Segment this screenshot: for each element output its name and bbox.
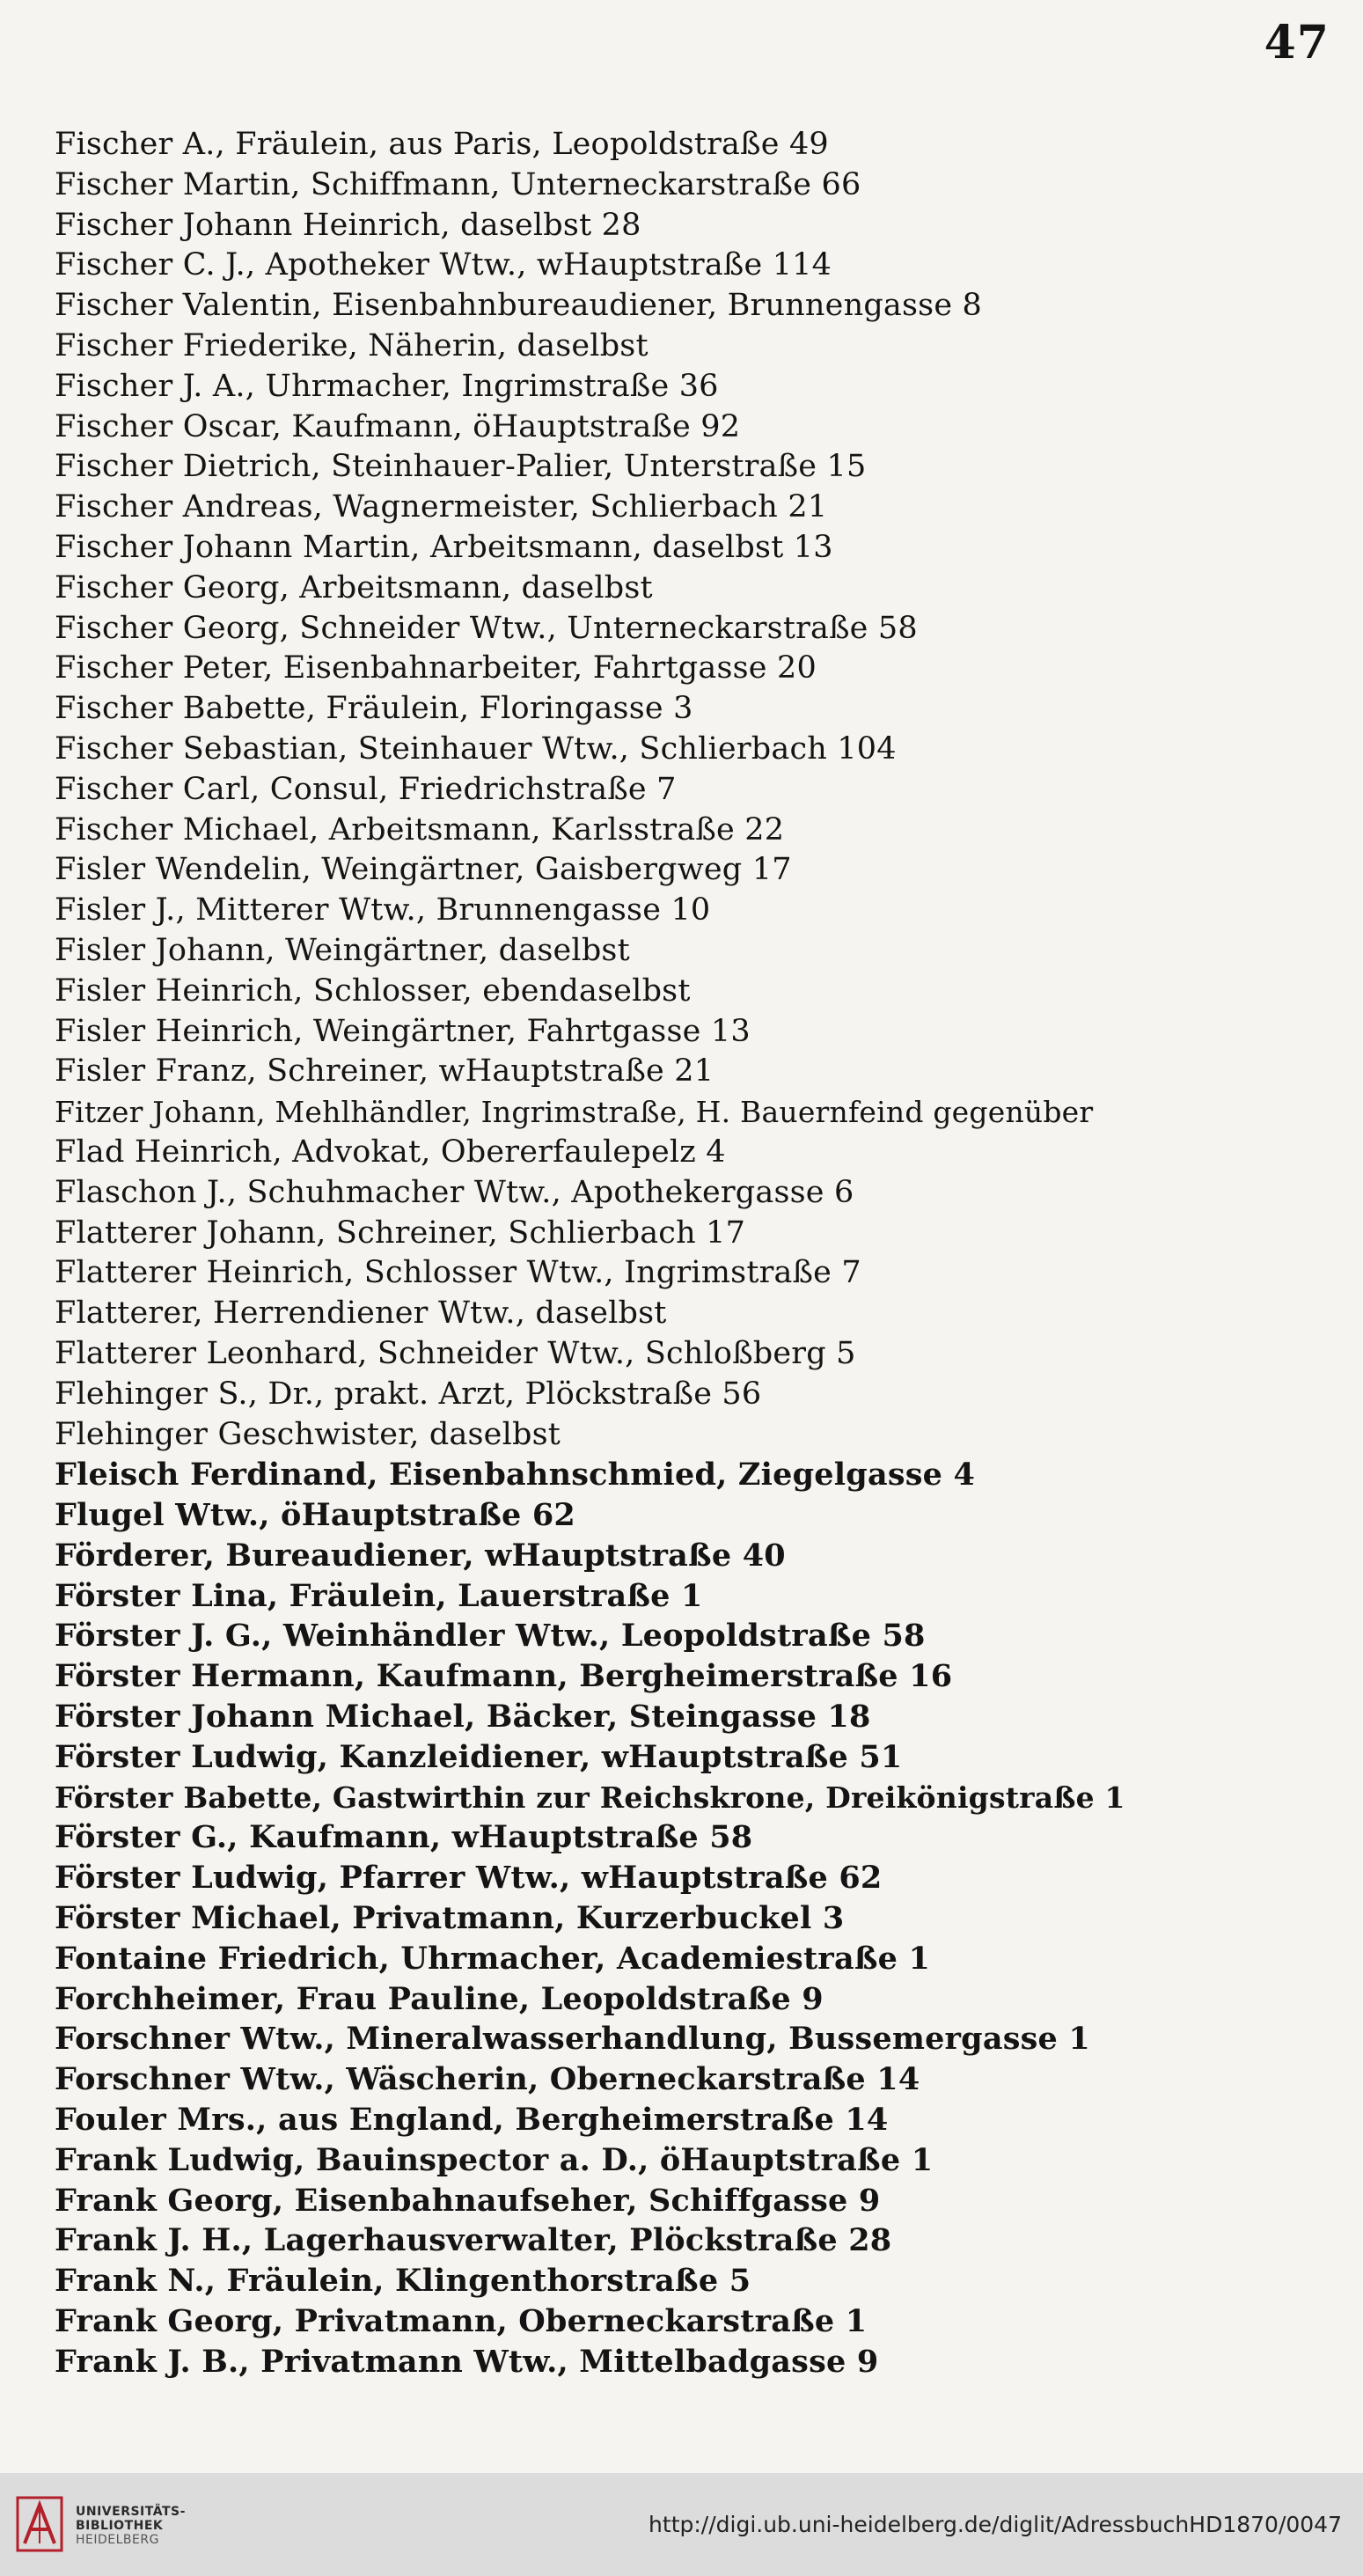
address-entry: Frank J. B., Privatmann Wtw., Mittelbadgasse 9 (55, 2343, 879, 2380)
address-entry: Frank J. H., Lagerhausverwalter, Plöckstraße 28 (55, 2222, 892, 2259)
address-entry: Fontaine Friedrich, Uhrmacher, Academiestraße 1 (55, 1940, 931, 1977)
address-entry: Fouler Mrs., aus England, Bergheimerstraße 14 (55, 2102, 889, 2139)
address-entry: Förster J. G., Weinhändler Wtw., Leopoldstraße 58 (55, 1618, 926, 1655)
address-entry: Flatterer Johann, Schreiner, Schlierbach 17 (55, 1215, 746, 1251)
address-entry: Förster Ludwig, Pfarrer Wtw., wHauptstraße 62 (55, 1860, 883, 1897)
address-entry: Fischer C. J., Apotheker Wtw., wHauptstraße 114 (55, 247, 832, 283)
address-entry: Flatterer Heinrich, Schlosser Wtw., Ingrimstraße 7 (55, 1255, 861, 1291)
address-entry: Fischer Georg, Schneider Wtw., Unterneckarstraße 58 (55, 610, 918, 646)
address-entry: Fischer Dietrich, Steinhauer-Palier, Unterstraße 15 (55, 449, 867, 485)
address-entry: Fischer J. A., Uhrmacher, Ingrimstraße 36 (55, 368, 719, 404)
address-entry: Flaschon J., Schuhmacher Wtw., Apothekergasse 6 (55, 1174, 854, 1210)
viewer-footer (0, 2473, 1363, 2576)
address-entry: Frank Georg, Eisenbahnaufseher, Schiffgasse 9 (55, 2182, 881, 2219)
address-entry: Flad Heinrich, Advokat, Obererfaulepelz 4 (55, 1134, 726, 1170)
address-entry: Fisler J., Mitterer Wtw., Brunnengasse 10 (55, 892, 711, 928)
address-entry: Förster G., Kaufmann, wHauptstraße 58 (55, 1819, 753, 1856)
address-entry: Fischer Georg, Arbeitsmann, daselbst (55, 569, 653, 605)
page-number: 47 (1264, 16, 1330, 70)
address-entry: Förster Lina, Fräulein, Lauerstraße 1 (55, 1577, 703, 1614)
address-entry: Flatterer, Herrendiener Wtw., daselbst (55, 1295, 667, 1332)
address-entry: Flehinger S., Dr., prakt. Arzt, Plöckstraße 56 (55, 1376, 762, 1412)
address-entry-list (55, 125, 1330, 2382)
address-entry: Fisler Wendelin, Weingärtner, Gaisbergweg 17 (55, 852, 792, 888)
address-entry: Förster Babette, Gastwirthin zur Reichskrone, Dreikönigstraße 1 (55, 1780, 1125, 1815)
address-entry: Fischer Oscar, Kaufmann, öHauptstraße 92 (55, 408, 741, 444)
address-entry: Förster Michael, Privatmann, Kurzerbuckel 3 (55, 1900, 845, 1937)
address-entry: Forchheimer, Frau Pauline, Leopoldstraße 9 (55, 1980, 824, 2017)
address-entry: Frank N., Fräulein, Klingenthorstraße 5 (55, 2263, 751, 2300)
address-entry: Frank Ludwig, Bauinspector a. D., öHauptstraße 1 (55, 2141, 934, 2178)
address-entry: Frank Georg, Privatmann, Oberneckarstraße 1 (55, 2303, 868, 2340)
address-entry: Fisler Heinrich, Weingärtner, Fahrtgasse 13 (55, 1013, 751, 1049)
address-entry: Fischer Carl, Consul, Friedrichstraße 7 (55, 771, 677, 807)
address-entry: Fischer Johann Martin, Arbeitsmann, daselbst 13 (55, 529, 833, 565)
address-entry: Fleisch Ferdinand, Eisenbahnschmied, Ziegelgasse 4 (55, 1457, 976, 1493)
address-entry: Förster Johann Michael, Bäcker, Steingasse 18 (55, 1699, 871, 1736)
address-entry: Fischer Johann Heinrich, daselbst 28 (55, 207, 641, 243)
address-entry: Fischer Michael, Arbeitsmann, Karlsstraße 22 (55, 811, 785, 848)
address-entry: Fischer Andreas, Wagnermeister, Schlierbach 21 (55, 489, 828, 525)
address-entry: Fisler Franz, Schreiner, wHauptstraße 21 (55, 1053, 714, 1090)
address-entry: Fisler Johann, Weingärtner, daselbst (55, 932, 630, 968)
address-entry: Fischer Babette, Fräulein, Floringasse 3 (55, 691, 693, 727)
address-entry: Flatterer Leonhard, Schneider Wtw., Schloßberg 5 (55, 1335, 856, 1371)
library-name (76, 2505, 186, 2547)
address-entry: Förderer, Bureaudiener, wHauptstraße 40 (55, 1537, 786, 1574)
address-entry: Fischer Sebastian, Steinhauer Wtw., Schlierbach 104 (55, 730, 897, 767)
university-library-logo-icon (16, 2496, 63, 2552)
address-entry: Fischer Peter, Eisenbahnarbeiter, Fahrtgasse 20 (55, 650, 817, 686)
address-entry: Fischer A., Fräulein, aus Paris, Leopoldstraße 49 (55, 127, 829, 162)
library-name-line-3: HEIDELBERG (76, 2533, 159, 2547)
address-entry: Fisler Heinrich, Schlosser, ebendaselbst (55, 972, 691, 1009)
library-name-line-2: BIBLIOTHEK (76, 2519, 164, 2533)
address-entry: Fischer Friederike, Näherin, daselbst (55, 327, 649, 363)
address-entry: Fischer Martin, Schiffmann, Unterneckarstraße 66 (55, 166, 861, 202)
address-entry: Förster Hermann, Kaufmann, Bergheimerstraße 16 (55, 1658, 953, 1695)
address-entry: Förster Ludwig, Kanzleidiener, wHauptstraße 51 (55, 1738, 903, 1775)
address-entry: Flehinger Geschwister, daselbst (55, 1416, 561, 1452)
library-name-line-1: UNIVERSITÄTS- (76, 2505, 186, 2519)
address-entry: Flugel Wtw., öHauptstraße 62 (55, 1497, 575, 1534)
address-entry: Forschner Wtw., Wäscherin, Oberneckarstraße 14 (55, 2061, 920, 2098)
address-entry: Fitzer Johann, Mehlhändler, Ingrimstraße, H. Bauernfeind gegenüber (55, 1095, 1094, 1130)
permalink-url[interactable]: http://digi.ub.uni-heidelberg.de/diglit/AdressbuchHD1870/0047 (649, 2512, 1342, 2537)
address-entry: Fischer Valentin, Eisenbahnbureaudiener, Brunnengasse 8 (55, 288, 983, 324)
address-entry: Forschner Wtw., Mineralwasserhandlung, Bussemergasse 1 (55, 2021, 1090, 2058)
